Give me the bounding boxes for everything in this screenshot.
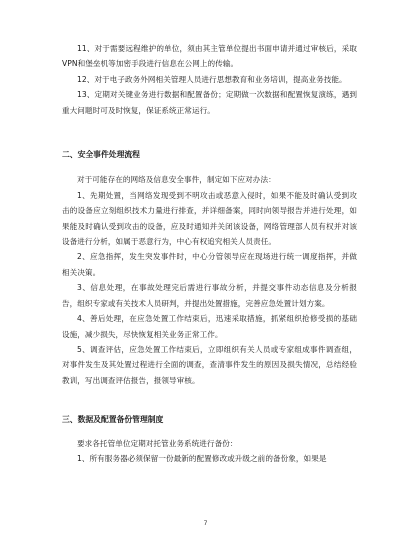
section-spacer xyxy=(62,388,357,412)
paragraph-item-11: 11、对于需要远程维护的单位，须由其主管单位提出书面申请并通过审核后，采取VPN和堡垒机等加密手段进行信息在公网上的传输。 xyxy=(62,44,357,69)
incident-step-4: 4、善后处理，在应急处置工作结束后，迅速采取措施，抓紧组织抢修受损的基础设施，减少损失，尽快恢复相关业务正常工作。 xyxy=(62,314,357,339)
section-spacer xyxy=(62,118,357,147)
document-body xyxy=(62,41,357,466)
incident-step-3: 3、信息处理，在事故处理完后需进行事故分析，并提交事件动态信息及分析报告，组织专家或有关技术人员研判，并提出处置措施，完善应急处置计划方案。 xyxy=(62,283,357,308)
section-intro-backup: 要求各托管单位定期对托管业务系统进行备份： xyxy=(77,438,238,448)
incident-step-2: 2、应急指挥，发生突发事件时，中心分管领导应在现场进行统一调度指挥，并做相关决策。 xyxy=(62,252,357,277)
backup-rule-1: 1、所有服务器必须保留一份最新的配置修改或升级之前的备份象，如果是 xyxy=(77,453,327,463)
incident-step-5: 5、调查评估，应急处置工作结束后，立即组织有关人员或专家组成事件调查组，对事件发生及其处置过程进行全面的调查，查清事件发生的原因及损失情况，总结经验教训，写出调查评估报告，报领导审核。 xyxy=(62,344,357,385)
incident-step-1: 1、先期处置，当网络发现受到不明攻击或恶意入侵时，如果不能及时确认受到攻击的设备应立刻组织技术力量进行排查，并详细备案，同时向领导报告并进行处理，如果能及时确认受到攻击的设备，应及时通知并关闭该设备，网络管理部人员有权并对该设备进行分析，如属于恶意行为，中心有权追究相关人员责任。 xyxy=(62,190,357,247)
section-intro-incident: 对于可能存在的网络及信息安全事件，制定如下应对办法： xyxy=(77,175,276,185)
section-heading-backup: 三、数据及配置备份管理制度 xyxy=(62,415,164,425)
page-number: 7 xyxy=(203,520,208,527)
section-heading-incident: 二、安全事件处理流程 xyxy=(62,150,140,160)
paragraph-item-12: 12、对于电子政务外网相关管理人员进行思想教育和业务培训，提高业务技能。 xyxy=(77,74,347,84)
paragraph-item-13: 13、定期对关键业务进行数据和配置备份；定期做一次数据和配置恢复演练，遇到重大问题时可及时恢复，保证系统正常运行。 xyxy=(62,90,357,115)
